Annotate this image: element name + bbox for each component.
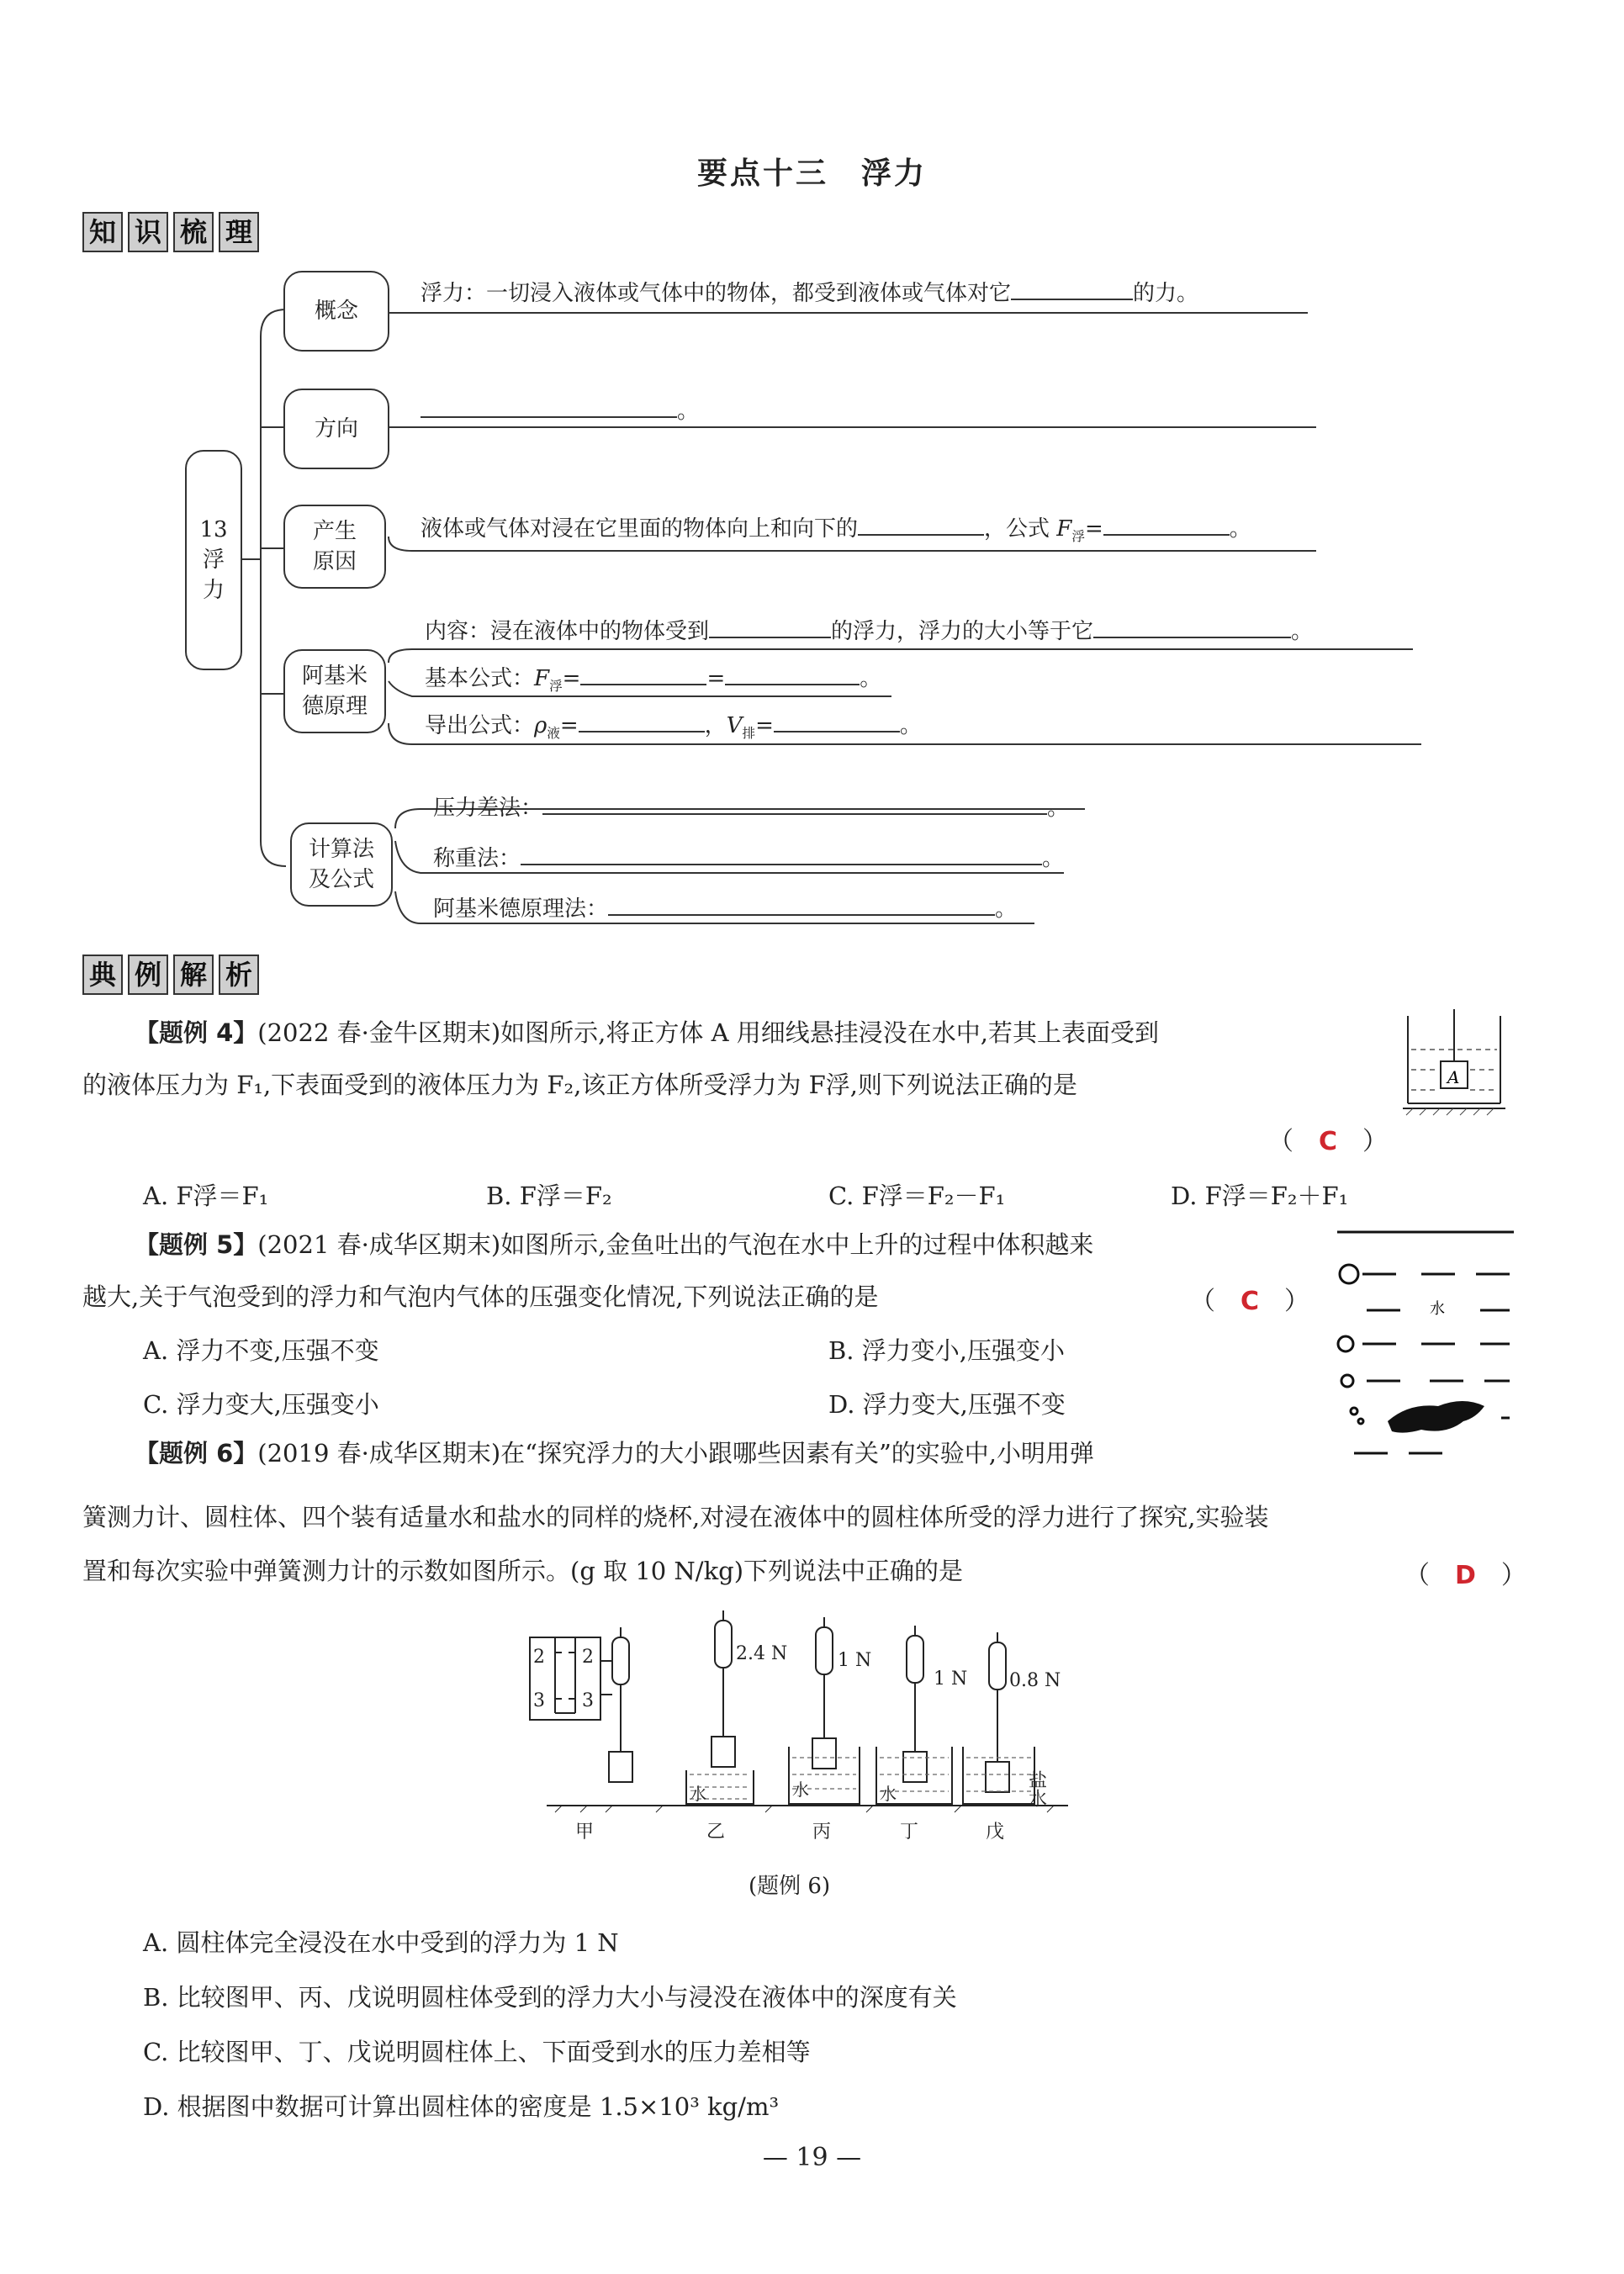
station-yi: 乙 <box>706 1822 726 1843</box>
arch-basic-formula: 基本公式：$F_浮=$ = 。 <box>425 661 881 695</box>
arch-derived-formula: 导出公式：$\rho_液=$ ，$V_排=$ 。 <box>425 708 922 742</box>
q6-option-c: C. 比较图甲、丁、戊说明圆柱体上、下面受到水的压力差相等 <box>143 2038 811 2066</box>
calc-archimedes: 阿基米德原理法： 。 <box>433 891 1017 923</box>
direction-text: 。 <box>421 394 699 425</box>
mindmap-calc-box: 计算法及公式 <box>290 822 393 907</box>
q5-figure <box>1329 1219 1522 1463</box>
q6-figure <box>521 1602 1076 1854</box>
salt-water-label: 盐水 <box>1025 1770 1047 1807</box>
reading-bing: 1 N <box>838 1650 872 1671</box>
q5-answer: （ C ） <box>1190 1287 1310 1316</box>
q4-option-a: A. F浮＝F₁ <box>143 1182 269 1210</box>
concept-text: 浮力：一切浸入液体或气体中的物体，都受到液体或气体对它 的力。 <box>421 276 1198 307</box>
calc-blank-1[interactable] <box>542 791 1047 815</box>
q5-line2: 越大,关于气泡受到的浮力和气泡内气体的压强变化情况,下列说法正确的是 <box>82 1282 879 1311</box>
reading-ding: 1 N <box>934 1668 968 1690</box>
q6-caption: (题例 6) <box>749 1874 831 1899</box>
arch-content-blank-1[interactable] <box>709 615 831 638</box>
scale-mark-left-2: 2 <box>533 1647 545 1668</box>
q5-option-c: C. 浮力变大,压强变小 <box>143 1390 379 1419</box>
q6-line1: 【题例 6】(2019 春·成华区期末)在“探究浮力的大小跟哪些因素有关”的实验中,小明用弹 <box>135 1439 1095 1468</box>
calc-blank-2[interactable] <box>521 842 1042 865</box>
q5-line1: 【题例 5】(2021 春·成华区期末)如图所示,金鱼吐出的气泡在水中上升的过程中体积越来 <box>135 1230 1094 1259</box>
q5-option-a: A. 浮力不变,压强不变 <box>143 1336 379 1365</box>
q4-line2: 的液体压力为 F₁,下表面受到的液体压力为 F₂,该正方体所受浮力为 F浮,则下列说法正确的是 <box>82 1071 1077 1099</box>
q4-option-d: D. F浮＝F₂＋F₁ <box>1171 1182 1349 1210</box>
station-wu: 戊 <box>986 1822 1005 1843</box>
q4-cube-label: A <box>1447 1067 1460 1087</box>
concept-blank[interactable] <box>1011 277 1133 300</box>
mindmap-cause-box: 产生原因 <box>283 505 386 589</box>
q5-option-b: B. 浮力变小,压强变小 <box>828 1336 1065 1365</box>
station-bing: 丙 <box>812 1822 832 1843</box>
calc-weighing: 称重法： 。 <box>433 841 1064 872</box>
q6-answer: （ D ） <box>1404 1561 1526 1590</box>
q4-option-c: C. F浮＝F₂－F₁ <box>828 1182 1006 1210</box>
mindmap-direction-box: 方向 <box>283 389 389 469</box>
calc-blank-3[interactable] <box>608 892 995 916</box>
q5-water-label: 水 <box>1430 1300 1445 1318</box>
q4-option-b: B. F浮＝F₂ <box>486 1182 612 1210</box>
calc-pressure-diff: 压力差法： 。 <box>433 791 1069 822</box>
mindmap-concept-box: 概念 <box>283 271 389 352</box>
page-number: — 19 — <box>762 2143 862 2172</box>
direction-blank[interactable] <box>421 394 677 418</box>
arch-derived-blank-1[interactable] <box>579 709 705 732</box>
q4-line1: 【题例 4】(2022 春·金牛区期末)如图所示,将正方体 A 用细线悬挂浸没在水中,若其上表面受到 <box>135 1018 1159 1047</box>
reading-yi: 2.4 N <box>736 1643 788 1664</box>
q6-option-a: A. 圆柱体完全浸没在水中受到的浮力为 1 N <box>143 1928 619 1957</box>
station-jia: 甲 <box>575 1822 595 1843</box>
cause-text: 液体或气体对浸在它里面的物体向上和向下的 ，公式 $F_浮=$ 。 <box>421 511 1251 545</box>
q5-option-d: D. 浮力变大,压强不变 <box>828 1390 1066 1419</box>
arch-content-blank-2[interactable] <box>1093 615 1291 638</box>
page-title: 要点十三 浮力 <box>696 156 927 191</box>
q6-line2: 簧测力计、圆柱体、四个装有适量水和盐水的同样的烧杯,对浸在液体中的圆柱体所受的浮力进行了探究,实验装 <box>82 1503 1269 1531</box>
water-label-yi: 水 <box>690 1784 706 1804</box>
scale-mark-left-3: 3 <box>533 1690 545 1711</box>
arch-derived-blank-2[interactable] <box>774 709 900 732</box>
section-heading-knowledge: 知 识 梳 理 <box>82 212 259 251</box>
mindmap-archimedes-box: 阿基米德原理 <box>283 649 386 733</box>
water-label-ding: 水 <box>880 1784 897 1804</box>
q4-answer: （ C ） <box>1268 1127 1389 1156</box>
q6-option-b: B. 比较图甲、丙、戊说明圆柱体受到的浮力大小与浸没在液体中的深度有关 <box>143 1983 957 2012</box>
goldfish-icon <box>1388 1401 1484 1433</box>
q4-figure <box>1403 1009 1505 1118</box>
arch-content-text: 内容：浸在液体中的物体受到 的浮力，浮力的大小等于它 。 <box>425 614 1313 645</box>
scale-mark-right-3: 3 <box>582 1690 594 1711</box>
q6-line3: 置和每次实验中弹簧测力计的示数如图所示。(g 取 10 N/kg)下列说法中正确的是 <box>82 1557 964 1585</box>
water-label-bing: 水 <box>792 1780 809 1800</box>
q6-option-d: D. 根据图中数据可计算出圆柱体的密度是 1.5×10³ kg/m³ <box>143 2092 780 2121</box>
mindmap-root: 13 浮力 <box>185 450 242 670</box>
arch-basic-blank-1[interactable] <box>580 662 706 685</box>
reading-wu: 0.8 N <box>1009 1670 1061 1691</box>
cause-blank-2[interactable] <box>1103 512 1230 536</box>
section-heading-examples: 典 例 解 析 <box>82 955 259 993</box>
scale-mark-right-2: 2 <box>582 1647 594 1668</box>
cause-blank-1[interactable] <box>858 512 984 536</box>
station-ding: 丁 <box>900 1822 919 1843</box>
arch-basic-blank-2[interactable] <box>725 662 860 685</box>
